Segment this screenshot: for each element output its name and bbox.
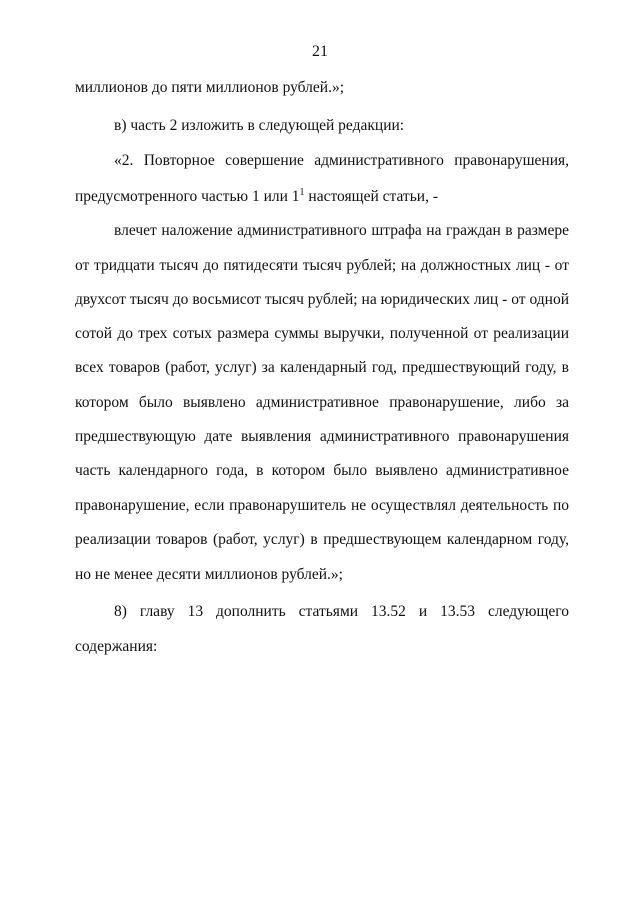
text-line: всех товаров (работ, услуг) за календарный год, предшествующий году, в (75, 359, 569, 376)
superscript: 1 (299, 187, 305, 198)
text-line: реализации товаров (работ, услуг) в предшествующем календарном году, (75, 531, 569, 548)
text-line: правонарушение, если правонарушитель не осуществлял деятельность по (75, 497, 569, 514)
text-line: в) часть 2 изложить в следующей редакции: (114, 117, 405, 134)
text-line: сотой до трех сотых размера суммы выручки, полученной от реализации (75, 325, 569, 342)
text-line: содержания: (75, 638, 158, 655)
text-line: часть календарного года, в котором было выявлено административное (75, 462, 569, 479)
text-line: 8) главу 13 дополнить статьями 13.52 и 13.53 следующего (114, 603, 569, 620)
text-line: от тридцати тысяч до пятидесяти тысяч рублей; на должностных лиц - от (75, 257, 569, 274)
text-line: влечет наложение административного штрафа на граждан в размере (114, 222, 569, 239)
text-segment: настоящей статьи, - (304, 188, 438, 205)
text-segment: предусмотренного частью 1 или 1 (75, 188, 300, 205)
text-line (75, 188, 569, 206)
page-number: 21 (312, 43, 328, 60)
text-line: «2. Повторное совершение административного правонарушения, (114, 152, 569, 169)
text-line: двухсот тысяч до восьмисот тысяч рублей; на юридических лиц - от одной (75, 291, 569, 308)
text-line: котором было выявлено административное правонарушение, либо за (75, 394, 569, 411)
text-line: предшествующую дате выявления административного правонарушения (75, 428, 569, 445)
text-line: но не менее десяти миллионов рублей.»; (75, 566, 343, 583)
text-line: миллионов до пяти миллионов рублей.»; (75, 79, 345, 96)
